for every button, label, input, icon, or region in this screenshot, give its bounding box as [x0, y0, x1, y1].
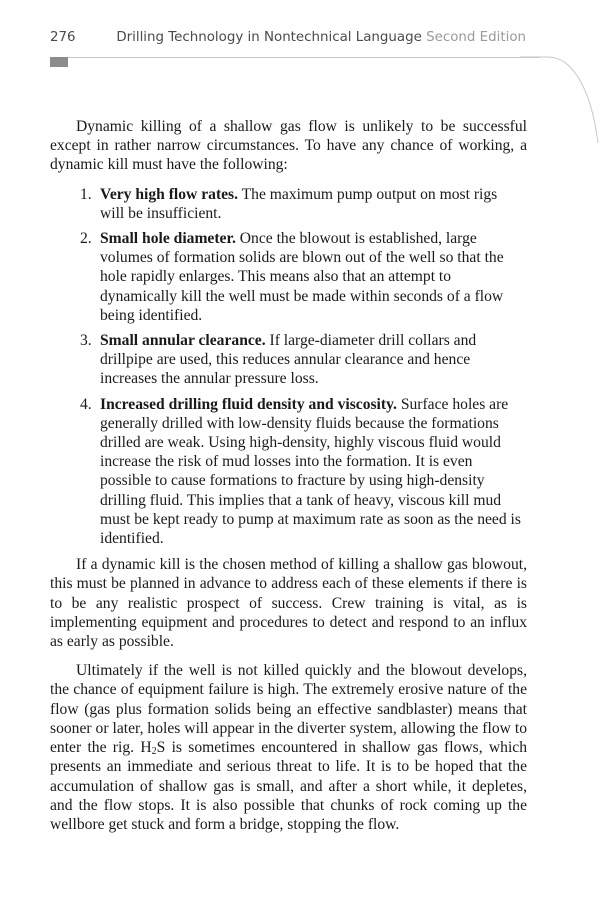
failure-text-end: is sometimes encountered in shallow gas flows, which presents an immediate and serious threat to life. It is to be hoped that the accumulation of shallow gas is small, and after a short while, it depletes, and the flow stops. It is also possible that chunks of rock coming up the wellbore get stuck and form a bridge, stopping the flow. [50, 739, 528, 833]
item-number: 3. [80, 332, 92, 350]
failure-paragraph [50, 661, 527, 834]
item-number: 1. [80, 185, 92, 203]
header-rule [50, 57, 540, 58]
body-text [50, 117, 527, 844]
item-term: Small annular clearance. [100, 332, 266, 350]
planning-paragraph: If a dynamic kill is the chosen method of killing a shallow gas blowout, this must be planned in advance to address each of these elements if there is to be any realistic prospect of success. Crew training is vital, as is implementing equipment and procedures to detect and respond to an influx as early as possible. [50, 556, 527, 651]
list-item [50, 395, 527, 549]
item-number: 2. [80, 230, 92, 248]
item-text: Surface holes are generally drilled with low-density fluids because the formations drilled are weak. Using high-density, highly viscous fluid would increase the risk of mud losses into the formation. It is even possible to cause formations to fracture by using high-density drilling fluid. This implies that a tank of heavy, viscous kill mud must be kept ready to pump at maximum rate as soon as the need is identified. [100, 395, 521, 548]
edition-label: Second Edition [426, 30, 526, 45]
book-title: Drilling Technology in Nontechnical Language [116, 30, 422, 45]
page-number: 276 [50, 30, 76, 45]
item-text: Once the blowout is established, large volumes of formation solids are blown out of the well so that the hole rapidly enlarges. This means also that an attempt to dynamically kill the well must be made within seconds of a flow being identified. [100, 230, 504, 324]
page-marker [50, 57, 68, 67]
item-term: Small hole diameter. [100, 230, 236, 248]
list-item [50, 185, 527, 223]
item-number: 4. [80, 395, 92, 413]
list-item [50, 331, 527, 389]
page-corner-curve [520, 55, 600, 145]
item-text: The maximum pump output on most rigs will be insufficient. [100, 185, 498, 222]
h2s-formula: $H_2S$ [140, 739, 166, 758]
item-term: Very high flow rates. [100, 185, 239, 203]
failure-text-start: Ultimately if the well is not killed quickly and the blowout develops, the chance of equipment failure is high. The extremely erosive nature of the flow (gas plus formation solids being an effective sandblaster) means that sooner or later, holes will appear in the diverter system, allowing the flow to enter the rig. [50, 662, 527, 757]
item-term: Increased drilling fluid density and viscosity. [100, 395, 397, 413]
list-item [50, 229, 527, 325]
requirements-list [50, 185, 527, 549]
item-text: If large-diameter drill collars and drillpipe are used, this reduces annular clearance and hence increases the annular pressure loss. [100, 332, 477, 388]
intro-paragraph: Dynamic killing of a shallow gas flow is unlikely to be successful except in rather narrow circumstances. To have any chance of working, a dynamic kill must have the following: [50, 118, 527, 174]
running-title [116, 30, 526, 45]
